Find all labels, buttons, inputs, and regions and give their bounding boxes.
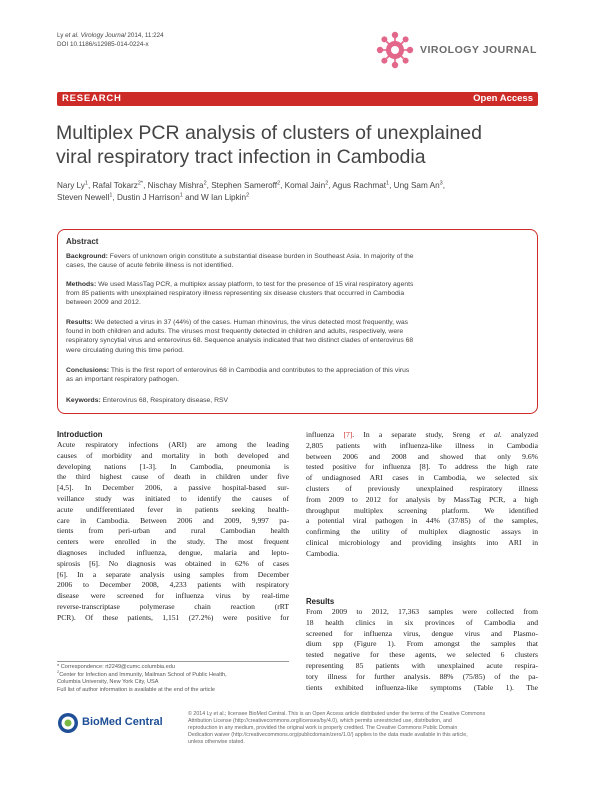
text-line: throughput multiplex screening platform. We identified	[306, 505, 538, 515]
author-affiliation-sup: 1	[84, 180, 88, 187]
text-line: dium spp (Figure 1). From amongst the samples that	[306, 639, 538, 649]
text-line: centers were enrolled in the study. The most frequent	[57, 537, 289, 547]
correspondence-note: * Correspondence: rt2249@cumc.columbia.edu	[57, 664, 175, 670]
abstract-methods: Methods: We used MassTag PCR, a multiplex assay platform, to test for the presence of 15 viral respiratory agents from 85 patients with unexplained respiratory illness representing six disease clusters that occurred in Cambodia between 2009 and 2012.	[66, 281, 414, 307]
introduction-heading: Introduction	[57, 430, 103, 439]
author-name: ,	[442, 181, 445, 190]
author-name: Steven Newell	[57, 193, 110, 202]
text-line: tested positive for influenza [8]. To address the high rate	[306, 462, 538, 472]
article-title: Multiplex PCR analysis of clusters of unexplained viral respiratory tract infection in Cambodia	[56, 122, 482, 168]
author-name: , Ung Sam An	[389, 181, 440, 190]
open-access-label: Open Access	[473, 93, 533, 104]
introduction-body	[57, 440, 289, 624]
author-name: , Stephen Sameroff	[206, 181, 278, 190]
abstract-background: Background: Fevers of unknown origin constitute a substantial disease burden in Southeast Asia. In majority of the cases, the cause of acute febrile illness is not identified.	[66, 253, 414, 270]
text-line: representing 85 patients with unexplained acute respira-	[306, 660, 538, 670]
abstract-keywords: Keywords: Enterovirus 68, Respiratory disease, RSV	[66, 397, 229, 404]
ref-link-7[interactable]: [7]	[343, 430, 353, 439]
text-line: disease were screened for influenza virus by real-time	[57, 591, 289, 601]
right-column-body: influenza [7]. In a separate study, Sreng et al. analyzed 2,805 patients with influenza-like illness in Cambodia between 2006 and 2008 and showed that only 9.6% tested positive for influenza [8]. To address the high rate of undiagnosed ARI cases in Cambodia, we selected six clusters of previously unexplained respiratory illness from 2009 to 2012 for analysis by MassTag PCR, a high throughput multiplex screening platform. We identified a potential viral pathogen in 44% (37/85) of the samples, confirming the utility of multiplex diagnostic assays in clinical microbiology and providing insights into ARI in Cambodia.	[306, 430, 539, 558]
author-name: , Komal Jain	[280, 181, 326, 190]
author-affiliation-sup: 2*	[137, 180, 144, 187]
author-affiliation-sup: 1	[109, 192, 113, 199]
text-line: causes of morbidity and mortality in both developed and	[57, 450, 289, 460]
author-affiliation-sup: 2	[325, 180, 329, 187]
text-line: Dedication waiver (http://creativecommons.org/publicdomain/zero/1.0/) applies to the data made available in this article,	[188, 732, 468, 738]
text-line: veillance study was initiated to identify the causes of	[57, 493, 289, 503]
abstract-box	[57, 229, 538, 414]
author-affiliation-sup: 2	[246, 192, 250, 199]
text-line: [6]. In a separate analysis using samples from December	[57, 569, 289, 579]
text-line: Attribution License (http://creativecommons.org/licenses/by/4.0), which permits unrestricted use, distribution, and	[188, 718, 452, 724]
text-line: of undiagnosed ARI cases in Cambodia, we selected six	[306, 473, 538, 483]
abstract-results: Results: We detected a virus in 37 (44%) of the cases. Human rhinovirus, the virus detected most frequently, was found in both children and adults. The viruses most frequently detected in children and adults, respectively, were respiratory syncytial virus and enterovirus 68. Sequence analysis indicated that two distinct clades of enterovirus 68 were circulating during this time period.	[66, 319, 414, 354]
author-name: , Rafal Tokarz	[87, 181, 138, 190]
author-line-1	[57, 180, 542, 192]
text-line: PCR). Of these patients, 1,151 (27.2%) were positive for	[57, 612, 289, 622]
research-label: RESEARCH	[62, 93, 122, 104]
text-line: tory illness for further analysis. 88% (75/85) of the pa-	[306, 671, 538, 681]
license-text	[188, 711, 540, 746]
text-line: clinical microbiology and providing insights into ARI in	[306, 537, 538, 547]
author-affiliation-sup: 2	[277, 180, 281, 187]
text-line: clusters of previously unexplained respiratory illness	[306, 483, 538, 493]
text-line: tients exhibited influenza-like symptoms (Table 1). The	[306, 682, 538, 692]
author-name: and W Ian Lipkin	[182, 193, 247, 202]
text-line: reproduction in any medium, provided the original work is properly credited. The Creative Commons Public Domain	[188, 725, 458, 731]
author-name: , Dustin J Harrison	[112, 193, 180, 202]
text-line: 18 health clinics in six provinces of Cambodia and	[306, 617, 538, 627]
text-line: [4,5]. In December 2006, a passive hospital-based sur-	[57, 483, 289, 493]
text-line: confirming the utility of multiplex diagnostic assays in	[306, 527, 538, 537]
footnote-divider	[57, 661, 289, 662]
text-line: 2006 to December 2008, 4,233 patients with respiratory	[57, 580, 289, 590]
author-list	[57, 180, 542, 204]
author-name: , Agus Rachmat	[328, 181, 387, 190]
text-line: Cambodia.	[306, 548, 340, 558]
abstract-heading: Abstract	[66, 237, 99, 246]
author-line-2	[57, 192, 542, 204]
biomed-central-text: BioMed Central	[82, 716, 163, 728]
text-line: tested negative for these agents, we selected 6 clusters	[306, 650, 538, 660]
biomed-central-logo-icon	[57, 712, 79, 734]
journal-logo-text: VIROLOGY JOURNAL	[420, 44, 537, 56]
text-line: spirosis [6]. No diagnosis was obtained in 62% of cases	[57, 558, 289, 568]
article-type-band	[57, 92, 538, 106]
text-line: care in Cambodia. Between 2006 and 2009, 9,997 pa-	[57, 515, 289, 525]
author-name: , Nischay Mishra	[143, 181, 204, 190]
author-affiliation-sup: 1	[386, 180, 390, 187]
text-line: a potential viral pathogen in 44% (37/85) of the samples,	[306, 516, 538, 526]
author-affiliation-sup: 2	[203, 180, 207, 187]
footnotes: * Correspondence: rt2249@cumc.columbia.edu $^2$Center for Infection and Immunity, Mailman School of Public Health, Columbia University, New York City, USA Full list of author information is available at the end of the article	[57, 664, 289, 694]
author-affiliation-sup: 3	[439, 180, 443, 187]
results-body	[306, 607, 538, 693]
author-affiliation-sup: 1	[179, 192, 183, 199]
text-line: diagnoses included influenza, dengue, malaria and lepto-	[57, 547, 289, 557]
text-line: Acute respiratory infections (ARI) are among the leading	[57, 440, 289, 449]
text-line: developing nations [1-3]. In Cambodia, pneumonia is	[57, 461, 289, 471]
virology-journal-logo-icon	[374, 29, 416, 71]
results-heading: Results	[306, 597, 335, 606]
text-line: 2,805 patients with influenza-like illness in Cambodia	[306, 440, 538, 450]
text-line: From 2009 to 2012, 17,363 samples were collected from	[306, 607, 538, 616]
text-line: tients from peri-urban and rural Cambodian health	[57, 526, 289, 536]
citation-line: Ly et al. Virology Journal 2014, 11:224	[57, 32, 164, 39]
text-line: the third highest cause of death in children under five	[57, 472, 289, 482]
author-name: Nary Ly	[57, 181, 85, 190]
text-line: acute undifferentiated fever in patients seeking health-	[57, 504, 289, 514]
text-line: unless otherwise stated.	[188, 739, 245, 745]
text-line: reverse-transcriptase polymerase chain reaction (rRT	[57, 601, 289, 611]
abstract-conclusions: Conclusions: This is the first report of enterovirus 68 in Cambodia and contributes to the appreciation of this virus as an important respiratory pathogen.	[66, 367, 410, 384]
text-line: screened for influenza virus, dengue virus and Plasmo-	[306, 628, 538, 638]
text-line: © 2014 Ly et al.; licensee BioMed Central. This is an Open Access article distributed under the terms of the Creative Commons	[188, 711, 486, 717]
text-line: from 2009 to 2012 for analysis by MassTag PCR, a high	[306, 494, 538, 504]
doi-line: DOI 10.1186/s12985-014-0224-x	[57, 41, 149, 48]
text-line: between 2006 and 2008 and showed that only 9.6%	[306, 451, 538, 461]
